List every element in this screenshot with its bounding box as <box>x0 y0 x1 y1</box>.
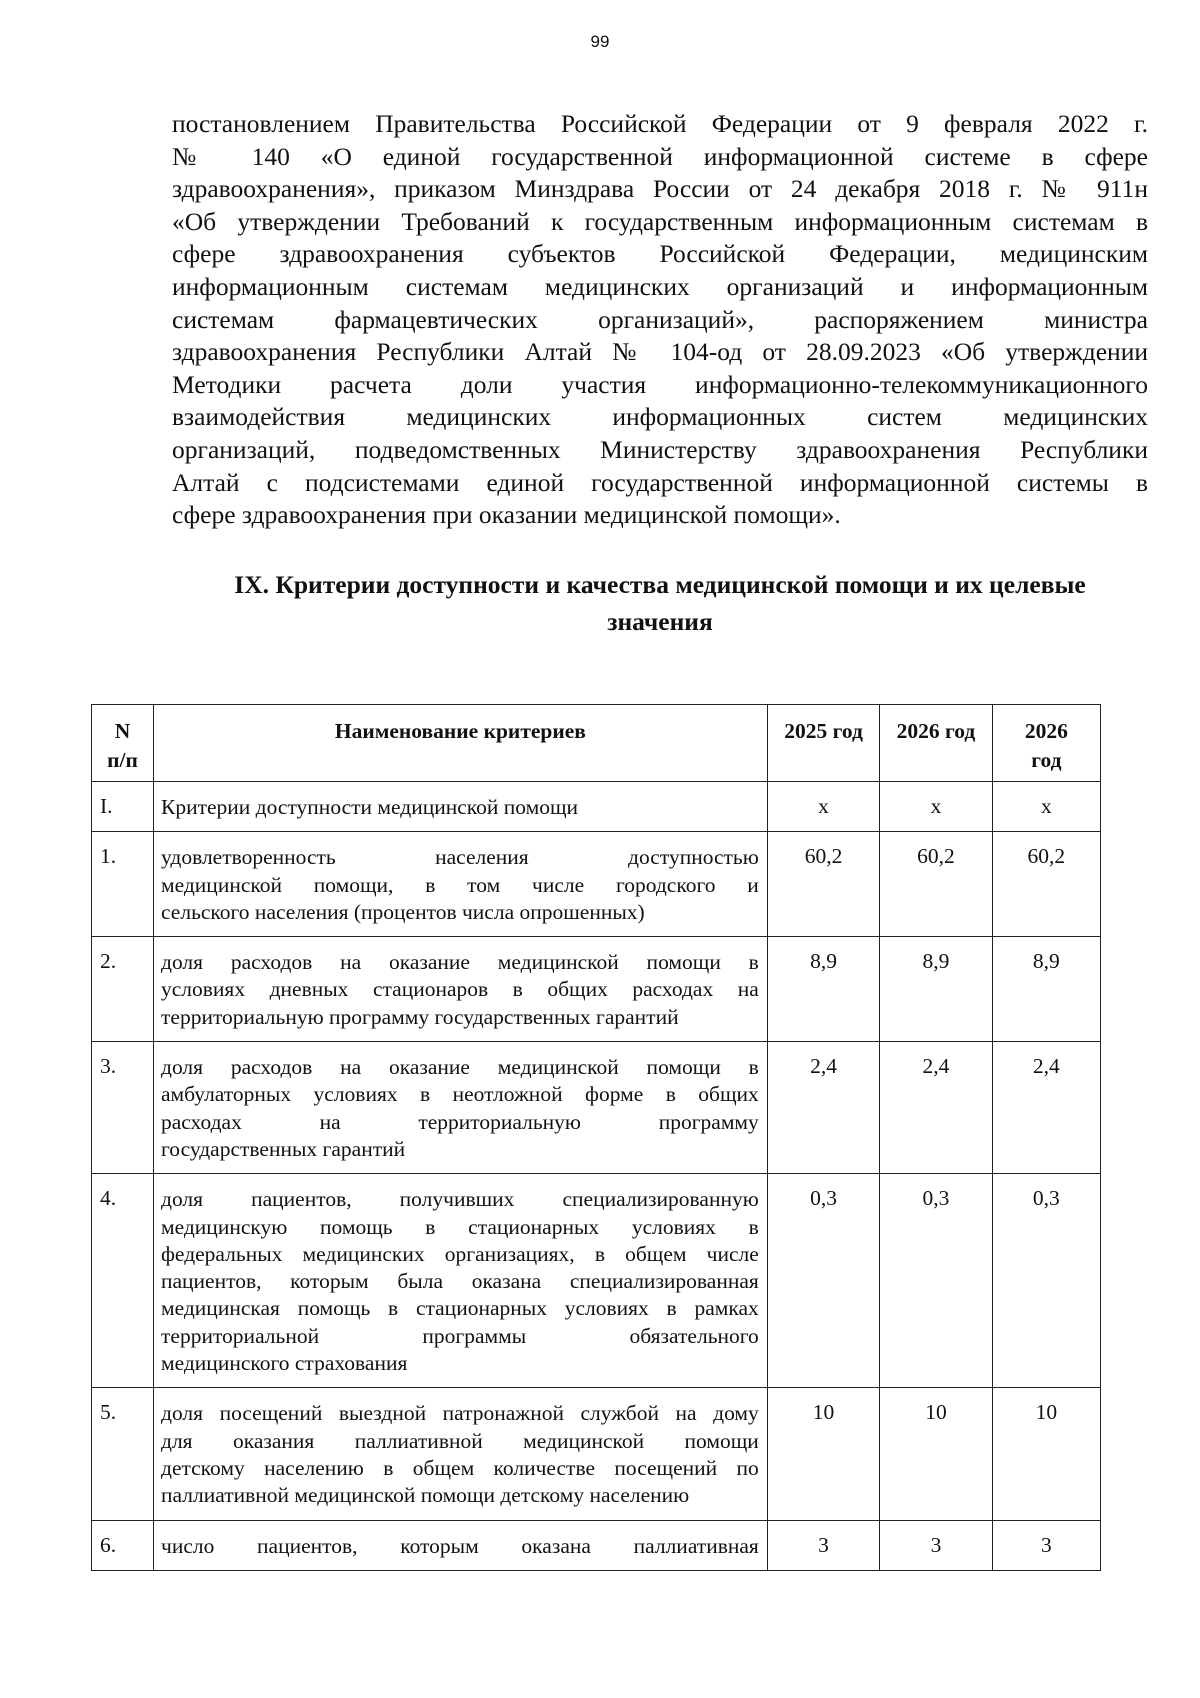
criteria-name-line: амбулаторных условиях в неотложной форме в общих <box>161 1082 759 1107</box>
row-number: 5. <box>92 1388 154 1520</box>
intro-line: здравоохранения», приказом Минздрава России от 24 декабря 2018 г. № 911н <box>172 174 1148 204</box>
row-value-2: 3 <box>880 1520 992 1570</box>
row-value-3: 0,3 <box>992 1174 1100 1388</box>
header-year-2026-b <box>992 705 1100 782</box>
criteria-name-line: для оказания паллиативной медицинской помощи <box>161 1428 759 1453</box>
row-value-3: 8,9 <box>992 937 1100 1042</box>
intro-line: № 140 «О единой государственной информационной системе в сфере <box>172 141 1148 171</box>
row-value-1: 2,4 <box>767 1042 879 1174</box>
criteria-table <box>91 704 1101 1571</box>
criteria-name-line: медицинская помощь в стационарных условиях в рамках <box>161 1296 759 1321</box>
header-year-line-1: 2026 <box>1024 719 1068 743</box>
section-heading-line-1: IX. Критерии доступности и качества медицинской помощи и их целевые <box>234 570 1086 599</box>
intro-line: системам фармацевтических организаций», распоряжением министра <box>172 304 1148 334</box>
row-criteria-name <box>154 1520 768 1570</box>
criteria-name-line: сельского населения (процентов числа опрошенных) <box>161 899 645 924</box>
row-value-3: 3 <box>992 1520 1100 1570</box>
row-number: 6. <box>92 1520 154 1570</box>
criteria-name-line: медицинского страхования <box>161 1351 408 1376</box>
criteria-name-line: медицинской помощи, в том числе городского и <box>161 872 759 897</box>
table-row <box>92 1520 1101 1570</box>
table-row <box>92 782 1101 832</box>
row-value-3: 60,2 <box>992 832 1100 937</box>
criteria-name-line: доля расходов на оказание медицинской помощи в <box>161 950 759 975</box>
intro-line: сфере здравоохранения субъектов Российской Федерации, медицинским <box>172 239 1148 269</box>
criteria-name-line: доля пациентов, получивших специализированную <box>161 1187 759 1212</box>
row-value-1: 10 <box>767 1388 879 1520</box>
table-row <box>92 1174 1101 1388</box>
row-number: I. <box>92 782 154 832</box>
row-criteria-name <box>154 937 768 1042</box>
criteria-name-line: территориальную программу государственных гарантий <box>161 1004 679 1029</box>
criteria-name-line: расходах на территориальную программу <box>161 1109 759 1134</box>
header-year-2026: 2026 год <box>880 705 992 782</box>
row-value-2: 60,2 <box>880 832 992 937</box>
table-row <box>92 1388 1101 1520</box>
row-criteria-name <box>154 832 768 937</box>
header-year-2025: 2025 год <box>767 705 879 782</box>
header-number-line-2: п/п <box>107 748 138 772</box>
criteria-table-body <box>92 782 1101 1571</box>
table-row <box>92 832 1101 937</box>
row-number: 4. <box>92 1174 154 1388</box>
section-heading-line-2: значения <box>607 607 713 636</box>
intro-line: информационным системам медицинских организаций и информационным <box>172 271 1148 301</box>
row-value-1: 3 <box>767 1520 879 1570</box>
criteria-name-line: пациентов, которым была оказана специализированная <box>161 1269 759 1294</box>
row-value-2: 2,4 <box>880 1042 992 1174</box>
criteria-name-line: федеральных медицинских организациях, в общем числе <box>161 1241 759 1266</box>
table-header-row <box>92 705 1101 782</box>
criteria-name-line: Критерии доступности медицинской помощи <box>161 795 579 819</box>
row-criteria-name <box>154 1042 768 1174</box>
page-number: 99 <box>590 32 610 51</box>
row-criteria-name <box>154 1174 768 1388</box>
criteria-name-line: паллиативной медицинской помощи детскому населению <box>161 1483 690 1508</box>
intro-line: взаимодействия медицинских информационных систем медицинских <box>172 402 1148 432</box>
row-criteria-name <box>154 782 768 832</box>
table-row <box>92 937 1101 1042</box>
criteria-name-line: государственных гарантий <box>161 1136 406 1161</box>
intro-line: сфере здравоохранения при оказании медицинской помощи». <box>172 500 841 530</box>
row-value-2: х <box>880 782 992 832</box>
row-value-2: 10 <box>880 1388 992 1520</box>
criteria-name-line: детскому населению в общем количестве посещений по <box>161 1455 759 1480</box>
intro-line: Алтай с подсистемами единой государственной информационной системы в <box>172 467 1148 497</box>
intro-paragraph <box>172 108 1148 532</box>
intro-line: здравоохранения Республики Алтай № 104-од от 28.09.2023 «Об утверждении <box>172 337 1148 367</box>
row-value-3: х <box>992 782 1100 832</box>
criteria-name-line: доля расходов на оказание медицинской помощи в <box>161 1055 759 1080</box>
header-year-line-2: год <box>1031 748 1062 772</box>
criteria-name-line: удовлетворенность населения доступностью <box>161 845 759 870</box>
intro-line: постановлением Правительства Российской Федерации от 9 февраля 2022 г. <box>172 109 1148 138</box>
header-criteria-name: Наименование критериев <box>154 705 768 782</box>
row-value-1: 0,3 <box>767 1174 879 1388</box>
section-heading <box>160 566 1160 640</box>
row-criteria-name <box>154 1388 768 1520</box>
criteria-name-line: медицинскую помощь в стационарных условиях в <box>161 1214 759 1239</box>
row-number: 2. <box>92 937 154 1042</box>
row-value-1: х <box>767 782 879 832</box>
intro-line: «Об утверждении Требований к государственным информационным системам в <box>172 206 1148 236</box>
criteria-name-line: число пациентов, которым оказана паллиативная <box>161 1533 759 1558</box>
intro-line: Методики расчета доли участия информационно-телекоммуникационного <box>172 369 1148 399</box>
header-number <box>92 705 154 782</box>
row-number: 1. <box>92 832 154 937</box>
row-value-2: 8,9 <box>880 937 992 1042</box>
criteria-name-line: доля посещений выездной патронажной службой на дому <box>161 1401 759 1426</box>
row-value-1: 8,9 <box>767 937 879 1042</box>
row-number: 3. <box>92 1042 154 1174</box>
row-value-3: 10 <box>992 1388 1100 1520</box>
row-value-3: 2,4 <box>992 1042 1100 1174</box>
table-row <box>92 1042 1101 1174</box>
criteria-name-line: территориальной программы обязательного <box>161 1323 759 1348</box>
row-value-1: 60,2 <box>767 832 879 937</box>
header-number-line-1: N <box>114 719 131 743</box>
criteria-name-line: условиях дневных стационаров в общих расходах на <box>161 977 759 1002</box>
row-value-2: 0,3 <box>880 1174 992 1388</box>
intro-line: организаций, подведомственных Министерству здравоохранения Республики <box>172 434 1148 464</box>
